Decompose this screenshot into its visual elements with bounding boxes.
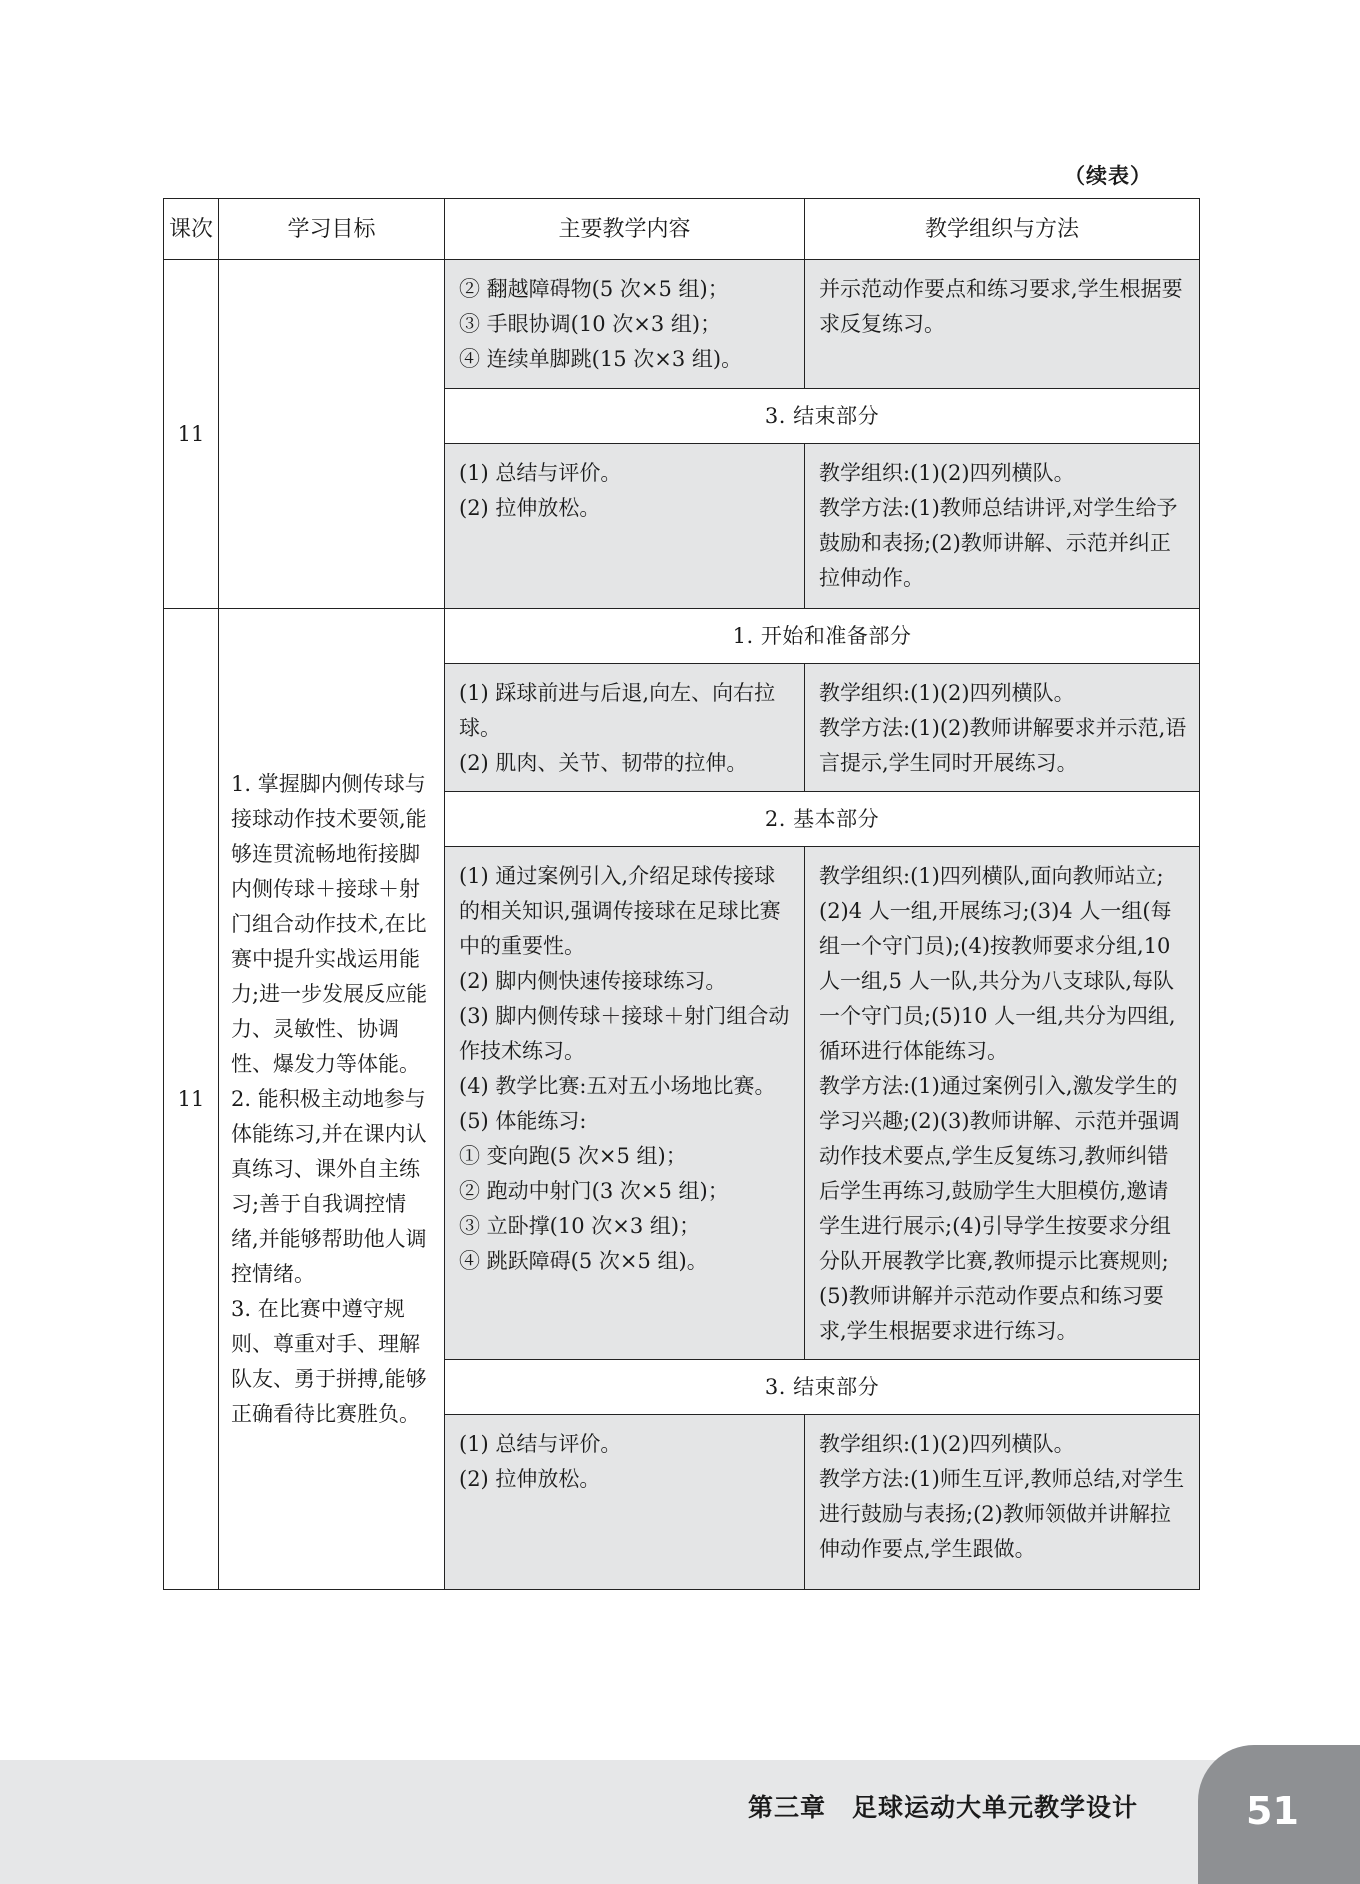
header-method: 教学组织与方法 bbox=[805, 199, 1200, 260]
block2-row-3-content bbox=[445, 1415, 805, 1590]
content-line: (5) 体能练习: bbox=[459, 1109, 587, 1133]
method-line: 教学方法:(1)师生互评,教师总结,对学生进行鼓励与表扬;(2)教师领做并讲解拉伸动作要点,学生跟做。 bbox=[819, 1467, 1185, 1561]
section-heading-label: 1. 开始和准备部分 bbox=[732, 623, 912, 648]
block1-objectives-cell bbox=[219, 260, 445, 609]
header-objectives: 学习目标 bbox=[219, 199, 445, 260]
block1-row-b-content bbox=[445, 444, 805, 609]
section-heading-label: 2. 基本部分 bbox=[764, 806, 880, 831]
block1-lesson-number: 11 bbox=[177, 421, 205, 446]
content-line: ② 跑动中射门(3 次×5 组)； bbox=[459, 1179, 729, 1203]
continued-label: （续表） bbox=[1064, 164, 1152, 188]
method-line: 教学组织:(1)四列横队,面向教师站立;(2)4 人一组,开展练习;(3)4 人一组(每组一个守门员);(4)按教师要求分组,10 人一组,5 人一队,共分为八支球队,每队一个守门员;(5)10 人一组,共分为四组,循环进行体能练习。 bbox=[819, 864, 1176, 1063]
header-lesson: 课次 bbox=[164, 199, 219, 260]
block1-lesson-cell bbox=[164, 260, 219, 609]
content-line: (4) 教学比赛:五对五小场地比赛。 bbox=[459, 1074, 776, 1098]
method-line: 并示范动作要点和练习要求,学生根据要求反复练习。 bbox=[819, 277, 1183, 336]
block2-lesson-number: 11 bbox=[177, 1086, 205, 1111]
content-line: (1) 踩球前进与后退,向左、向右拉球。 bbox=[459, 681, 776, 740]
block1-row-a-method bbox=[805, 260, 1200, 389]
content-line: (1) 总结与评价。 bbox=[459, 1432, 622, 1456]
page-number: 51 bbox=[1246, 1789, 1299, 1833]
block1-row-a-content bbox=[445, 260, 805, 389]
method-line: 教学方法:(1)通过案例引入,激发学生的学习兴趣;(2)(3)教师讲解、示范并强调动作技术要点,学生反复练习,教师纠错后学生再练习,鼓励学生大胆模仿,邀请学生进行展示;(4)引导学生按要求分组分队开展教学比赛,教师提示比赛规则;(5)教师讲解并示范动作要点和练习要求,学生根据要求进行练习。 bbox=[819, 1074, 1180, 1343]
section-heading bbox=[445, 792, 1200, 847]
section-heading bbox=[445, 1360, 1200, 1415]
content-line: ③ 手眼协调(10 次×3 组)； bbox=[459, 312, 722, 336]
content-line: (1) 总结与评价。 bbox=[459, 461, 622, 485]
content-line: ③ 立卧撑(10 次×3 组)； bbox=[459, 1214, 701, 1238]
method-line: 教学方法:(1)(2)教师讲解要求并示范,语言提示,学生同时开展练习。 bbox=[819, 716, 1187, 775]
method-line: 教学方法:(1)教师总结讲评,对学生给予鼓励和表扬;(2)教师讲解、示范并纠正拉伸动作。 bbox=[819, 496, 1178, 590]
content-line: (2) 拉伸放松。 bbox=[459, 496, 601, 520]
page-number-tab bbox=[1198, 1745, 1360, 1884]
lesson-plan-table bbox=[163, 198, 1200, 1590]
block2-sec1-row bbox=[164, 609, 1200, 664]
content-line: (2) 脚内侧快速传接球练习。 bbox=[459, 969, 727, 993]
objective-item: 1. 掌握脚内侧传球与接球动作技术要领,能够连贯流畅地衔接脚内侧传球＋接球＋射门组合动作技术,在比赛中提升实战运用能力;进一步发展反应能力、灵敏性、协调性、爆发力等体能。 bbox=[231, 771, 428, 1076]
section-heading bbox=[445, 389, 1200, 444]
chapter-title: 第三章 足球运动大单元教学设计 bbox=[747, 1793, 1138, 1822]
method-line: 教学组织:(1)(2)四列横队。 bbox=[819, 1432, 1075, 1456]
content-line: ④ 连续单脚跳(15 次×3 组)。 bbox=[459, 347, 743, 371]
block2-row-2-content bbox=[445, 847, 805, 1360]
content-line: ① 变向跑(5 次×5 组)； bbox=[459, 1144, 687, 1168]
content-line: (3) 脚内侧传球＋接球＋射门组合动作技术练习。 bbox=[459, 1004, 790, 1063]
block1-row-a bbox=[164, 260, 1200, 389]
section-heading bbox=[445, 609, 1200, 664]
block2-row-3-method bbox=[805, 1415, 1200, 1590]
block2-row-1-method bbox=[805, 664, 1200, 792]
content-line: ② 翻越障碍物(5 次×5 组)； bbox=[459, 277, 729, 301]
objective-item: 2. 能积极主动地参与体能练习,并在课内认真练习、课外自主练习;善于自我调控情绪,并能够帮助他人调控情绪。 bbox=[231, 1086, 427, 1286]
method-line: 教学组织:(1)(2)四列横队。 bbox=[819, 681, 1075, 705]
content-line: (1) 通过案例引入,介绍足球传接球的相关知识,强调传接球在足球比赛中的重要性。 bbox=[459, 864, 781, 958]
footer-bar bbox=[0, 1760, 1360, 1884]
block2-row-1-content bbox=[445, 664, 805, 792]
block2-row-2-method bbox=[805, 847, 1200, 1360]
content-line: ④ 跳跃障碍(5 次×5 组)。 bbox=[459, 1249, 708, 1273]
header-content: 主要教学内容 bbox=[445, 199, 805, 260]
objective-item: 3. 在比赛中遵守规则、尊重对手、理解队友、勇于拼搏,能够正确看待比赛胜负。 bbox=[231, 1296, 427, 1426]
block1-row-b-method bbox=[805, 444, 1200, 609]
section-heading-label: 3. 结束部分 bbox=[764, 1374, 880, 1399]
block2-objectives-cell bbox=[219, 609, 445, 1590]
table-header-row bbox=[164, 199, 1200, 260]
section-heading-label: 3. 结束部分 bbox=[764, 403, 880, 428]
method-line: 教学组织:(1)(2)四列横队。 bbox=[819, 461, 1075, 485]
content-line: (2) 拉伸放松。 bbox=[459, 1467, 601, 1491]
block2-lesson-cell bbox=[164, 609, 219, 1590]
content-line: (2) 肌肉、关节、韧带的拉伸。 bbox=[459, 751, 748, 775]
